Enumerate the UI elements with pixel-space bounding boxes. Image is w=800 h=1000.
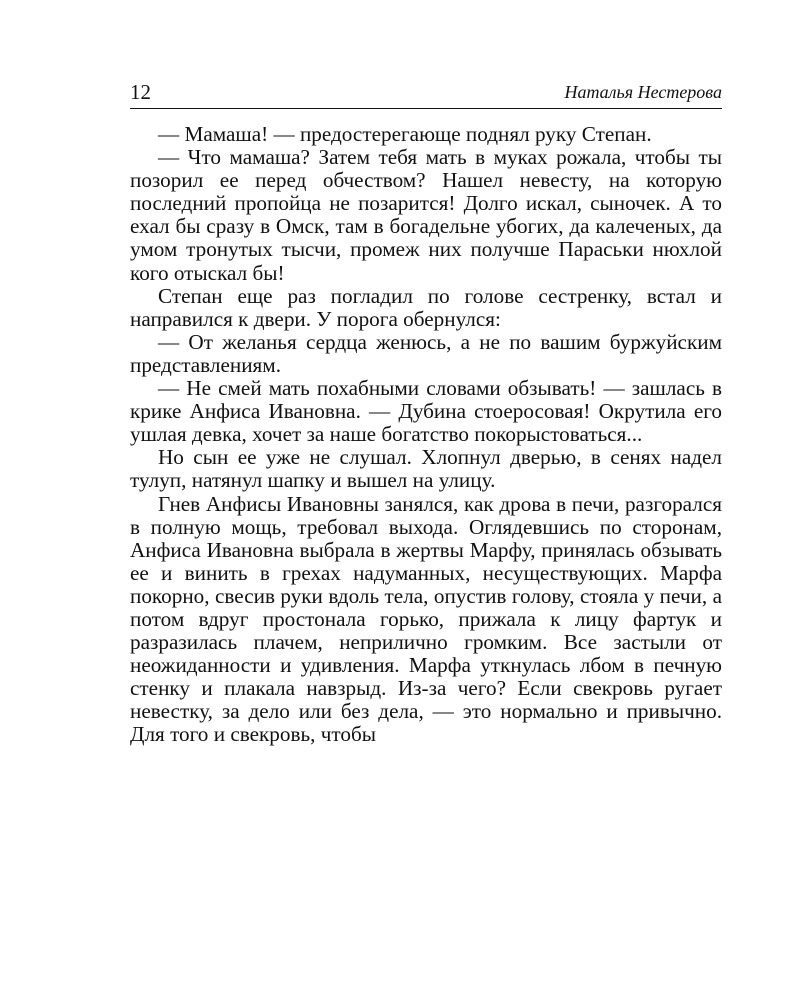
paragraph: — Мамаша! — предостерегающе поднял руку Степан.	[158, 122, 652, 146]
running-title: Наталья Нестерова	[564, 82, 722, 102]
page-number: 12	[130, 80, 151, 104]
paragraph: — От желанья сердца женюсь, а не по вашим буржуйским представлениям.	[130, 329, 722, 377]
paragraph: — Не смей мать похабными словами обзывать! — зашлась в крике Анфиса Ивановна. — Дубина стоеросовая! Окрутила его ушлая девка, хочет за наше богатство покорыстоваться...	[130, 376, 722, 447]
page-header	[130, 78, 722, 109]
paragraph: Гнев Анфисы Ивановны занялся, как дрова в печи, разгорался в полную мощь, требовал выхода. Оглядевшись по сторонам, Анфиса Ивановна выбрала в жертвы Марфу, принялась обзывать ее и винить в грехах надуманных, несуществующих. Марфа покорно, свесив руки вдоль тела, опустив голову, стояла у печи, а потом вдруг простонала горько, прижала к лицу фартук и разразилась плачем, неприлично громким. Все застыли от неожиданности и удивления. Марфа уткнулась лбом в печную стенку и плакала навзрыд. Из-за чего? Если свекровь ругает невестку, за дело или без дела, — это нормально и привычно. Для того и свекровь, чтобы	[130, 491, 722, 747]
paragraph: Но сын ее уже не слушал. Хлопнул дверью, в сенях надел тулуп, натянул шапку и вышел на улицу.	[130, 445, 722, 493]
paragraph: Степан еще раз погладил по голове сестренку, встал и направился к двери. У порога обернулся:	[130, 283, 722, 331]
book-page	[130, 78, 722, 747]
paragraph: — Что мамаша? Затем тебя мать в муках рожала, чтобы ты позорил ее перед обчеством? Нашел невесту, на которую последний пропойца не позарится! Долго искал, сыночек. А то ехал бы сразу в Омск, там в богадельне убогих, да калеченых, да умом тронутых тысчи, промеж них получше Параськи нюхлой кого отыскал бы!	[130, 145, 722, 285]
body-text	[130, 123, 722, 747]
